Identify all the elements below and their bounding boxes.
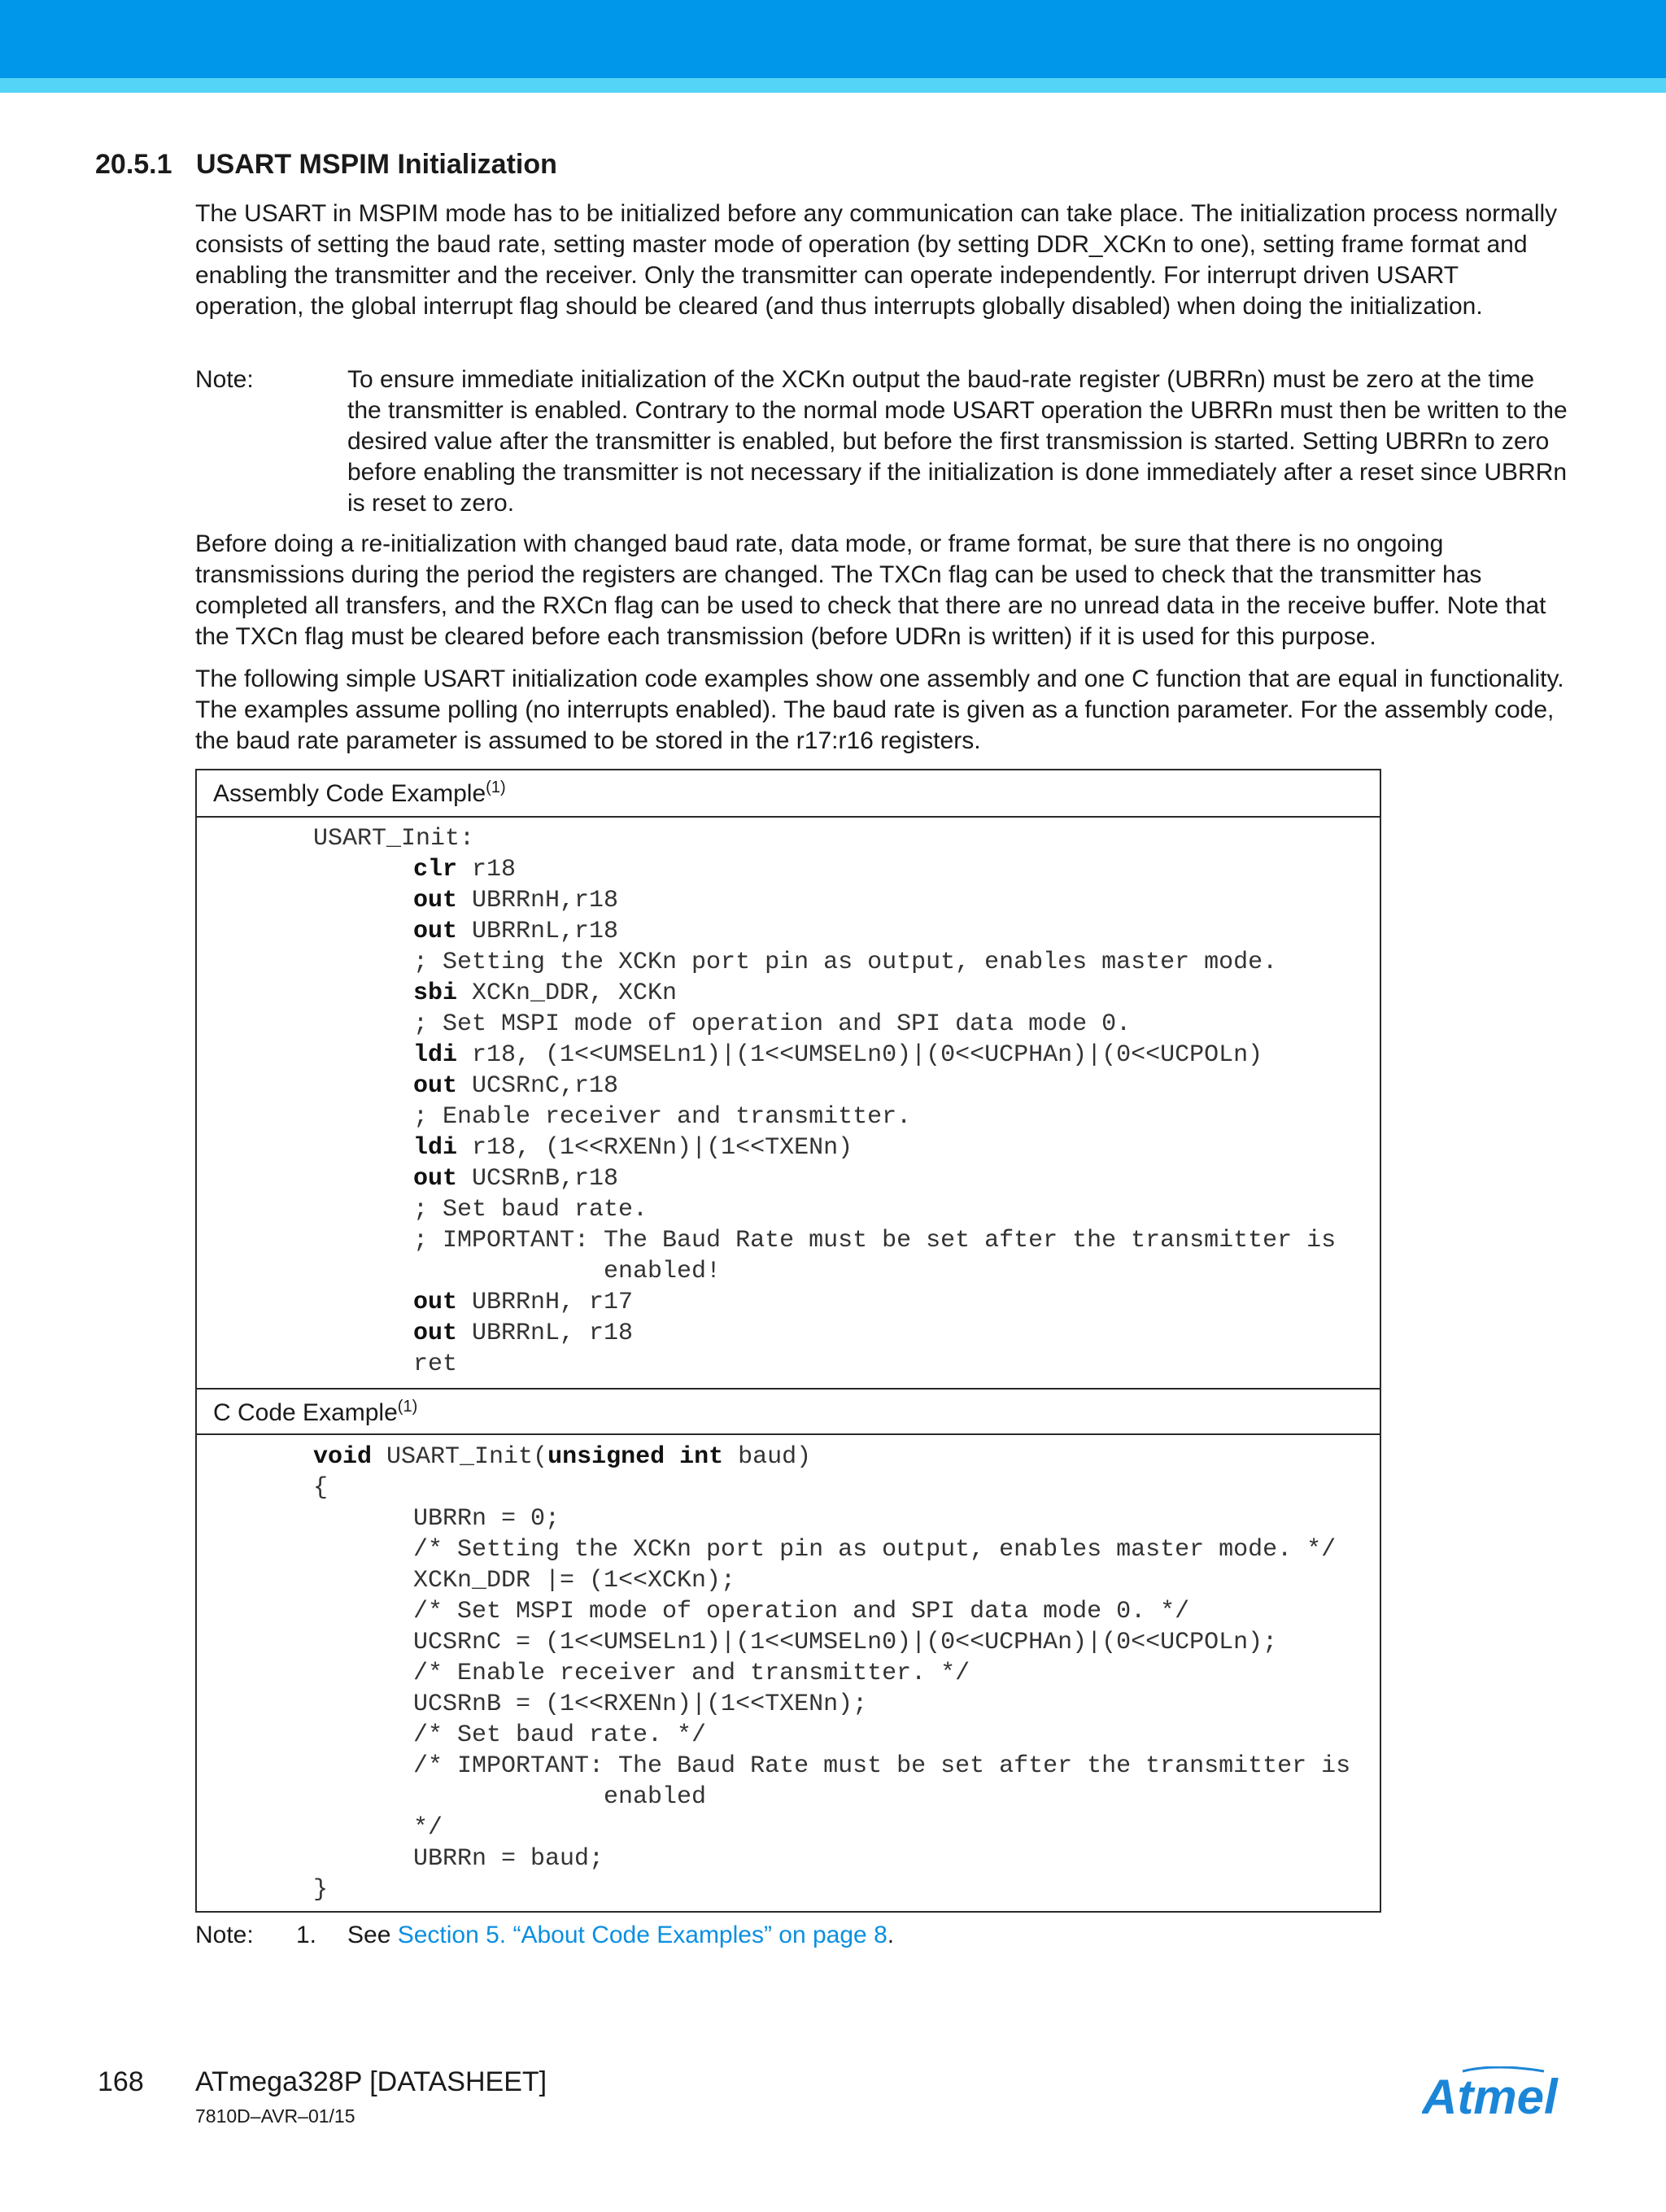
reinit-paragraph: Before doing a re-initialization with changed baud rate, data mode, or frame format, be sure that there is no ongoing transmissions during the period the registers are changed. The TXCn flag can be used to check that the transmitter has completed all transfers, and the RXCn flag can be used to check that there are no unread data in the receive buffer. Note that the TXCn flag must be cleared before each transmission (before UDRn is written) if it is used for this purpose. [195,530,1546,650]
asm-instruction: out [413,887,458,914]
c-code-text: /* IMPORTANT: The Baud Rate must be set after the transmitter is [413,1752,1351,1780]
c-example-header [197,1388,1380,1435]
asm-operands: UBRRnL,r18 [457,918,619,945]
header-bar [0,0,1666,78]
asm-code-line [197,1256,1336,1287]
atmel-logo [1422,2066,1572,2125]
asm-operands: UCSRnB,r18 [457,1165,619,1193]
c-code-line [197,1751,1350,1782]
header-accent-line [0,78,1666,93]
c-code-line [197,1627,1350,1658]
code-examples-link[interactable]: Section 5. “About Code Examples” on page 8 [397,1922,888,1948]
footnote [195,1918,894,1953]
asm-operands: ret [413,1350,458,1378]
asm-instruction: out [413,1072,458,1100]
c-code-text: } [313,1876,329,1904]
asm-code-line [197,1225,1336,1256]
footnote-label: Note: [195,1922,254,1948]
c-code-line [197,1596,1350,1627]
c-code-block [197,1442,1350,1905]
asm-operands: UCSRnC,r18 [457,1072,619,1100]
asm-operands: XCKn_DDR, XCKn [457,979,678,1007]
c-code-text: USART_Init( [372,1443,548,1471]
c-code-line [197,1565,1350,1596]
asm-code-line [197,1132,1336,1163]
c-code-line [197,1658,1350,1689]
asm-operands: r18, (1<<UMSELn1)|(1<<UMSELn0)|(0<<UCPHAn)|(0<<UCPOLn) [457,1041,1263,1069]
footnote-suffix: . [887,1922,895,1948]
assembly-example-header [197,770,1380,818]
assembly-code-block [197,823,1336,1380]
c-code-text: /* Setting the XCKn port pin as output, enables master mode. */ [413,1536,1337,1564]
document-code: 7810D–AVR–01/15 [195,2105,355,2127]
asm-operands: enabled! [413,1258,722,1285]
examples-paragraph: The following simple USART initialization code examples show one assembly and one C function that are equal in functionality. The examples assume polling (no interrupts enabled). The baud rate is given as a function parameter. For the assembly code, the baud rate parameter is assumed to be stored in the r17:r16 registers. [195,665,1564,754]
c-code-text: XCKn_DDR |= (1<<XCKn); [413,1567,736,1595]
c-code-line [197,1720,1350,1751]
asm-code-line [197,854,1336,885]
document-title: ATmega328P [DATASHEET] [195,2066,547,2097]
asm-operands: UBRRnL, r18 [457,1320,634,1347]
c-code-text: UBRRn = baud; [413,1845,604,1873]
assembly-footnote-ref: (1) [486,779,506,796]
c-keyword: void [313,1443,373,1471]
c-code-text: */ [413,1814,443,1842]
asm-code-line [197,1163,1336,1194]
asm-instruction: clr [413,856,458,883]
c-code-text: UCSRnB = (1<<RXENn)|(1<<TXENn); [413,1691,868,1718]
code-examples-table [195,769,1381,1913]
asm-code-line [197,1071,1336,1102]
asm-code-line [197,1287,1336,1318]
asm-code-line [197,978,1336,1009]
note-block [195,364,1570,519]
c-code-text: /* Set baud rate. */ [413,1721,707,1749]
c-code-text: baud) [723,1443,812,1471]
asm-operands: ; Setting the XCKn port pin as output, enables master mode. [413,949,1278,976]
asm-instruction: sbi [413,979,458,1007]
c-code-text: /* Enable receiver and transmitter. */ [413,1660,970,1687]
c-code-line [197,1689,1350,1720]
asm-code-line [197,1349,1336,1380]
c-code-line [197,1503,1350,1534]
asm-code-line [197,1009,1336,1040]
section-heading [95,146,557,182]
c-code-line [197,1843,1350,1874]
asm-code-line [197,1040,1336,1071]
asm-code-line [197,1194,1336,1225]
c-code-text: enabled [413,1783,707,1811]
asm-operands: UBRRnH,r18 [457,887,619,914]
note-label: Note: [195,366,254,393]
note-text: To ensure immediate initialization of the XCKn output the baud-rate register (UBRRn) must be zero at the time the transmitter is enabled. Contrary to the normal mode USART operation the UBRRn must then be written to the desired value after the transmitter is enabled, but before the first transmission is started. Setting UBRRn to zero before enabling the transmitter is not necessary if the initialization is done immediately after a reset since UBRRn is reset to zero. [347,366,1568,517]
asm-code-line [197,885,1336,916]
c-example-title: C Code Example [213,1399,398,1426]
c-code-line [197,1442,1350,1472]
c-code-text: UBRRn = 0; [413,1505,560,1533]
asm-instruction: ldi [413,1134,458,1162]
asm-operands: UBRRnH, r17 [457,1289,634,1316]
c-code-text: /* Set MSPI mode of operation and SPI data mode 0. */ [413,1598,1190,1625]
asm-code-line [197,1102,1336,1132]
section-title: USART MSPIM Initialization [196,149,557,180]
assembly-example-title: Assembly Code Example [213,780,486,807]
asm-operands: ; IMPORTANT: The Baud Rate must be set after the transmitter is [413,1227,1337,1254]
c-footnote-ref: (1) [397,1398,418,1416]
asm-instruction: out [413,1289,458,1316]
asm-code-line [197,916,1336,947]
footnote-prefix: See [347,1922,398,1948]
asm-instruction: ldi [413,1041,458,1069]
footnote-number: 1. [296,1922,317,1948]
asm-instruction: out [413,918,458,945]
asm-instruction: out [413,1165,458,1193]
asm-operands: ; Set MSPI mode of operation and SPI data mode 0. [413,1010,1132,1038]
c-code-text: UCSRnC = (1<<UMSELn1)|(1<<UMSELn0)|(0<<UCPHAn)|(0<<UCPOLn); [413,1629,1278,1656]
c-code-line [197,1472,1350,1503]
section-number: 20.5.1 [95,149,172,180]
page-number: 168 [98,2066,144,2097]
intro-paragraph: The USART in MSPIM mode has to be initialized before any communication can take place. The initialization process normally consists of setting the baud rate, setting master mode of operation (by setting DDR_XCKn to one), setting frame format and enabling the transmitter and the receiver. Only the transmitter can operate independently. For interrupt driven USART operation, the global interrupt flag should be cleared (and thus interrupts globally disabled) when doing the initialization. [195,200,1558,320]
c-keyword: unsigned int [547,1443,724,1471]
c-code-text: { [313,1474,329,1502]
asm-operands: r18 [457,856,517,883]
asm-operands: ; Set baud rate. [413,1196,648,1224]
c-code-line [197,1534,1350,1565]
asm-operands: ; Enable receiver and transmitter. [413,1103,912,1131]
c-code-line [197,1874,1350,1905]
asm-code-line [197,947,1336,978]
asm-operands: r18, (1<<RXENn)|(1<<TXENn) [457,1134,853,1162]
asm-operands: USART_Init: [313,825,475,853]
atmel-logo-text: Atmel [1422,2070,1558,2124]
asm-code-line [197,823,1336,854]
asm-code-line [197,1318,1336,1349]
c-code-line [197,1782,1350,1813]
asm-instruction: out [413,1320,458,1347]
c-code-line [197,1813,1350,1843]
